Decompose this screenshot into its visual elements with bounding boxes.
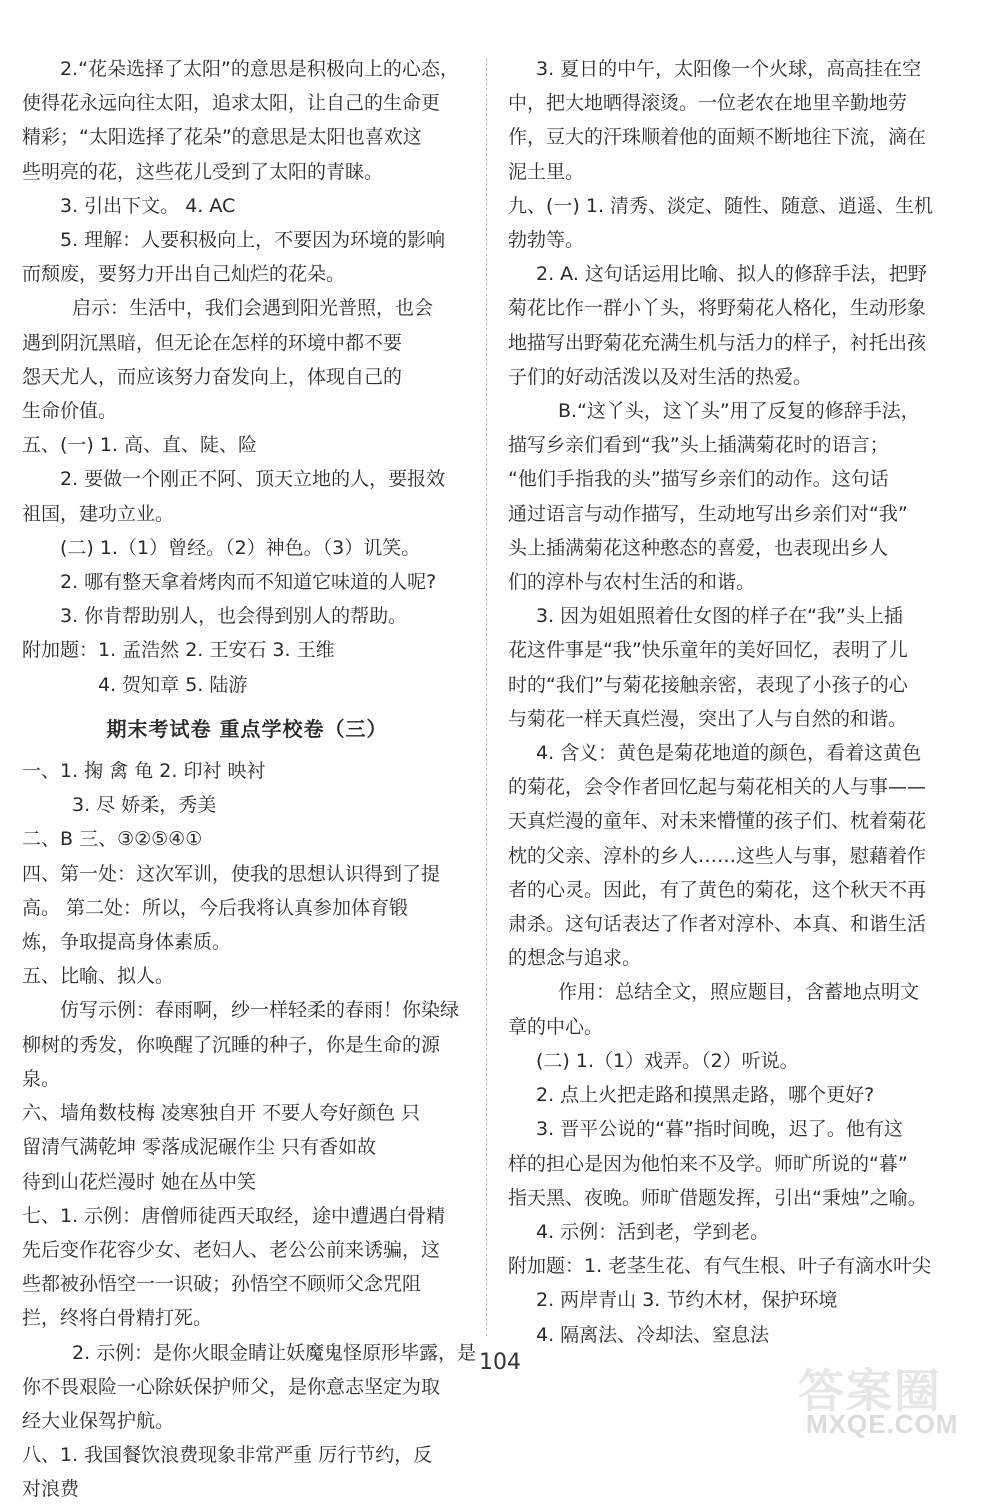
text-line: 时的“我们”与菊花接触亲密，表现了小孩子的心 (508, 673, 908, 696)
text-line: 待到山花烂漫时 她在丛中笑 (22, 1170, 257, 1193)
text-line: 作用：总结全文，照应题目，含蓄地点明文 (558, 981, 920, 1004)
text-line: 通过语言与动作描写，生动地写出乡亲们对“我” (508, 502, 908, 525)
text-line: 拦，终将白骨精打死。 (22, 1307, 213, 1330)
text-line: 样的担心是因为他怕来不及学。师旷所说的“暮” (508, 1152, 908, 1175)
left-column (22, 52, 477, 1507)
text-line: 3. 晋平公说的“暮”指时间晚，迟了。他有这 (536, 1118, 903, 1141)
text-line: 作，豆大的汗珠顺着他的面颊不断地往下流，滴在 (508, 126, 927, 149)
text-line: 2. 示例：是你火眼金睛让妖魔鬼怪原形毕露，是 (72, 1341, 477, 1364)
watermark-logo (788, 1355, 978, 1445)
text-line: 3. 引出下文。 4. AC (60, 194, 236, 217)
column-divider (486, 58, 487, 1336)
text-line: 遇到阴沉黑暗，但无论在怎样的环境中都不要 (22, 331, 403, 354)
text-line: 菊花比作一群小丫头，将野菊花人格化，生动形象 (508, 297, 927, 320)
text-line: 精彩；“太阳选择了花朵”的意思是太阳也喜欢这 (22, 126, 422, 149)
text-line: 高。 第二处：所以，今后我将认真参加体育锻 (22, 896, 409, 919)
text-line: 4. 含义：黄色是菊花地道的颜色，看着这黄色 (536, 742, 922, 765)
right-column (508, 52, 933, 1352)
text-line: 们的淳朴与农村生活的和谐。 (508, 571, 756, 594)
text-line: 4. 示例：活到老，学到老。 (536, 1220, 770, 1243)
text-line: 3. 因为姐姐照着仕女图的样子在“我”头上插 (536, 605, 903, 628)
text-line: 的菊花，会令作者回忆起与菊花相关的人与事—— (508, 776, 927, 799)
text-line: 头上插满菊花这种憨态的喜爱，也表现出乡人 (508, 536, 889, 559)
text-line: 些明亮的花，这些花儿受到了太阳的青睐。 (22, 160, 384, 183)
text-line: 章的中心。 (508, 1015, 604, 1038)
text-line: 五、(一) 1. 高、直、陡、险 (22, 434, 258, 457)
text-line: 子们的好动活泼以及对生活的热爱。 (508, 365, 813, 388)
text-line: 八、1. 我国餐饮浪费现象非常严重 厉行节约，反 (22, 1444, 433, 1467)
text-line: 九、(一) 1. 清秀、淡定、随性、随意、逍遥、生机 (508, 194, 934, 217)
text-line: 泉。 (22, 1067, 61, 1090)
left-answers-part1 (22, 52, 472, 702)
text-line: 泥土里。 (508, 160, 585, 183)
text-line: 怨天尤人，而应该努力奋发向上，体现自己的 (22, 365, 403, 388)
text-line: “他们手指我的头”描写乡亲们的动作。这句话 (508, 468, 889, 491)
text-line: 祖国，建功立业。 (22, 502, 175, 525)
text-line: 4. 隔离法、冷却法、窒息法 (536, 1323, 770, 1346)
text-line: 枕的父亲、淳朴的乡人……这些人与事，慰藉着作 (508, 844, 927, 867)
text-line: 描写乡亲们看到“我”头上插满菊花时的语言； (508, 434, 889, 457)
text-line: 你不畏艰险一心除妖保护师父，是你意志坚定为取 (22, 1375, 441, 1398)
text-line: 2. 点上火把走路和摸黑走路，哪个更好? (536, 1084, 875, 1107)
text-line: 2. 要做一个刚正不阿、顶天立地的人，要报效 (60, 468, 446, 491)
text-line: 一、1. 掬 禽 龟 2. 印衬 映衬 (22, 760, 266, 783)
text-line: 七、1. 示例：唐僧师徒西天取经，途中遭遇白骨精 (22, 1204, 446, 1227)
text-line: 4. 贺知章 5. 陆游 (98, 673, 248, 696)
text-line: 2. 哪有整天拿着烤肉而不知道它味道的人呢? (60, 571, 437, 594)
text-line: 2.“花朵选择了太阳”的意思是积极向上的心态， (60, 58, 459, 80)
text-line: 3. 你肯帮助别人，也会得到别人的帮助。 (60, 605, 408, 628)
text-line: 些都被孙悟空一一识破；孙悟空不顾师父念咒阻 (22, 1273, 422, 1296)
text-line: 2. A. 这句话运用比喻、拟人的修辞手法，把野 (536, 263, 927, 286)
text-line: 5. 理解：人要积极向上，不要因为环境的影响 (60, 229, 446, 252)
text-line: 与菊花一样天真烂漫，突出了人与自然的和谐。 (508, 707, 908, 730)
text-line: 使得花永远向往太阳，追求太阳，让自己的生命更 (22, 92, 441, 115)
text-line: 经大业保驾护航。 (22, 1409, 175, 1432)
text-line: 四、第一处：这次军训，使我的思想认识得到了提 (22, 862, 441, 885)
text-line: 附加题：1. 孟浩然 2. 王安石 3. 王维 (22, 639, 335, 662)
text-line: 生命价值。 (22, 400, 118, 423)
page-number: 104 (479, 1350, 521, 1375)
text-line: 天真烂漫的童年、对未来懵懂的孩子们、枕着菊花 (508, 810, 927, 833)
text-line: 的想念与追求。 (508, 947, 642, 970)
left-answers-part2 (22, 754, 477, 1506)
text-line: 地描写出野菊花充满生机与活力的样子，衬托出孩 (508, 331, 927, 354)
text-line: 勃勃等。 (508, 229, 585, 252)
text-line: 花这件事是“我”快乐童年的美好回忆，表明了儿 (508, 639, 908, 662)
watermark-domain: MXQE.COM (806, 1409, 959, 1439)
text-line: 六、墙角数枝梅 凌寒独自开 不要人夸好颜色 只 (22, 1102, 421, 1125)
text-line: 3. 尽 娇柔，秀美 (72, 794, 217, 817)
text-line: 炼，争取提高身体素质。 (22, 931, 232, 954)
text-line: (二) 1.（1）戏弄。（2）听说。 (536, 1049, 799, 1072)
watermark-text: 答案圈 (798, 1364, 942, 1418)
text-line: (二) 1.（1）曾经。（2）神色。（3）讥笑。 (60, 536, 421, 559)
text-line: 指天黑、夜晚。师旷借题发挥，引出“秉烛”之喻。 (508, 1186, 927, 1209)
text-line: 对浪费 (22, 1478, 80, 1501)
section-title: 期末考试卷 重点学校卷（三） (106, 716, 388, 741)
text-line: B.“这丫头，这丫头”用了反复的修辞手法， (558, 400, 920, 423)
text-line: 者的心灵。因此，有了黄色的菊花，这个秋天不再 (508, 878, 927, 901)
text-line: 柳树的秀发，你唤醒了沉睡的种子，你是生命的源 (22, 1033, 441, 1056)
text-line: 先后变作花容少女、老妇人、老公公前来诱骗，这 (22, 1238, 441, 1261)
text-line: 启示：生活中，我们会遇到阳光普照，也会 (72, 297, 434, 320)
text-line: 留清气满乾坤 零落成泥碾作尘 只有香如故 (22, 1136, 377, 1159)
right-answers (508, 52, 933, 1352)
text-line: 五、比喻、拟人。 (22, 965, 175, 988)
text-line: 仿写示例：春雨啊，纱一样轻柔的春雨！你染绿 (60, 999, 460, 1022)
text-line: 附加题：1. 老茎生花、有气生根、叶子有滴水叶尖 (508, 1255, 932, 1278)
text-line: 二、B 三、③②⑤④① (22, 828, 203, 851)
text-line: 而颓废，要努力开出自己灿烂的花朵。 (22, 263, 346, 286)
text-line: 中，把大地晒得滚烫。一位老农在地里辛勤地劳 (508, 92, 908, 115)
text-line: 3. 夏日的中午，太阳像一个火球，高高挂在空 (536, 58, 922, 80)
text-line: 2. 两岸青山 3. 节约木材，保护环境 (536, 1289, 838, 1312)
text-line: 肃杀。这句话表达了作者对淳朴、本真、和谐生活 (508, 913, 927, 936)
